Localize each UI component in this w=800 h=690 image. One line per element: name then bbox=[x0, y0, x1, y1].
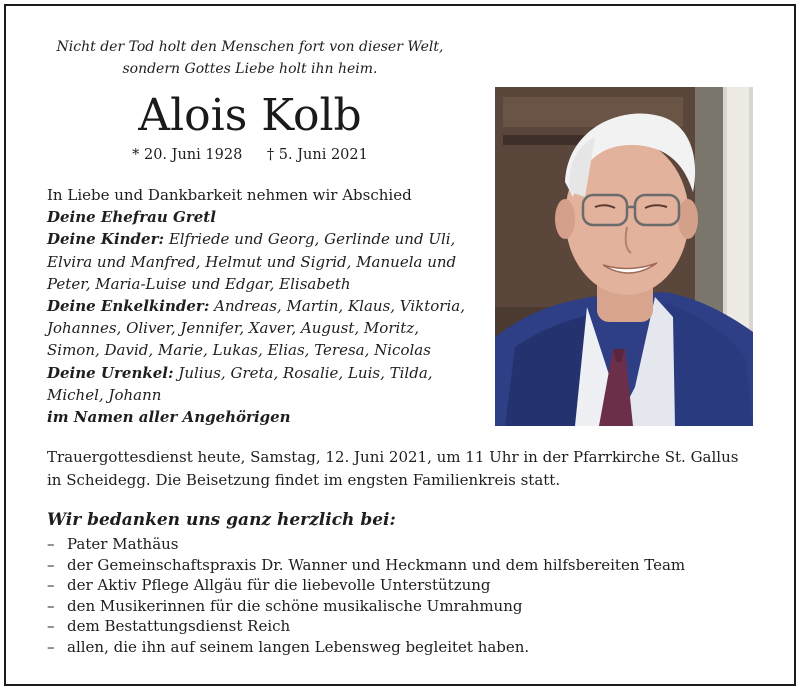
deceased-name: Alois Kolb bbox=[138, 90, 362, 141]
quote-line: sondern Gottes Liebe holt ihn heim. bbox=[122, 61, 378, 77]
birth-date: * 20. Juni 1928 bbox=[132, 147, 243, 163]
dash-bullet: – bbox=[47, 555, 55, 574]
children-line bbox=[47, 228, 487, 250]
closing-text: im Namen aller Angehörigen bbox=[47, 408, 291, 427]
thanks-item-text: den Musikerinnen für die schöne musikalische Umrahmung bbox=[67, 596, 523, 615]
dash-bullet: – bbox=[47, 596, 55, 615]
service-line: Trauergottesdienst heute, Samstag, 12. Juni 2021, um 11 Uhr in der Pfarrkirche St. Gallus bbox=[47, 448, 739, 466]
thanks-item-text: der Gemeinschaftspraxis Dr. Wanner und Heckmann und dem hilfsbereiten Team bbox=[67, 555, 686, 574]
grandchildren-line bbox=[47, 295, 487, 317]
list-item bbox=[47, 555, 767, 576]
list-item bbox=[47, 596, 767, 617]
grandchildren-names: Simon, David, Marie, Lukas, Elias, Teresa, Nicolas bbox=[47, 341, 431, 360]
thanks-item-text: Pater Mathäus bbox=[67, 535, 179, 553]
children-names: Peter, Maria-Luise und Edgar, Elisabeth bbox=[47, 274, 351, 293]
portrait-photo bbox=[495, 87, 753, 426]
list-item bbox=[47, 637, 767, 658]
greatgrandchildren-names: Michel, Johann bbox=[47, 385, 162, 404]
farewell-text: In Liebe und Dankbarkeit nehmen wir Abschied bbox=[47, 186, 412, 204]
greatgrandchildren-line bbox=[47, 362, 487, 384]
quote-line: Nicht der Tod holt den Menschen fort von dieser Welt, bbox=[56, 39, 444, 55]
memorial-quote bbox=[40, 36, 460, 80]
dash-bullet: – bbox=[47, 576, 55, 595]
children-names: Elvira und Manfred, Helmut und Sigrid, Manuela und bbox=[47, 252, 457, 271]
grandchildren-names: Andreas, Martin, Klaus, Viktoria, bbox=[209, 297, 465, 316]
children-names: Elfriede und Georg, Gerlinde und Uli, bbox=[164, 230, 456, 249]
greatgrandchildren-label: Deine Urenkel: bbox=[47, 363, 174, 382]
wife-name: Deine Ehefrau Gretl bbox=[47, 208, 216, 227]
dash-bullet: – bbox=[47, 535, 55, 553]
service-line: in Scheidegg. Die Beisetzung findet im engsten Familienkreis statt. bbox=[47, 470, 561, 489]
greatgrandchildren-names: Julius, Greta, Rosalie, Luis, Tilda, bbox=[173, 363, 433, 382]
thanks-item-text: allen, die ihn auf seinem langen Lebensweg begleitet haben. bbox=[67, 637, 530, 656]
thanks-heading: Wir bedanken uns ganz herzlich bei: bbox=[47, 510, 396, 530]
list-item bbox=[47, 575, 767, 596]
list-item bbox=[47, 534, 767, 555]
children-label: Deine Kinder: bbox=[47, 230, 165, 249]
dash-bullet: – bbox=[47, 637, 55, 656]
list-item bbox=[47, 616, 767, 637]
life-dates bbox=[40, 145, 460, 165]
death-date: † 5. Juni 2021 bbox=[266, 147, 368, 163]
service-info bbox=[47, 446, 767, 491]
dash-bullet: – bbox=[47, 617, 55, 636]
closing-line bbox=[47, 406, 487, 428]
grandchildren-label: Deine Enkelkinder: bbox=[47, 297, 210, 316]
thanks-list bbox=[47, 534, 767, 658]
thanks-item-text: der Aktiv Pflege Allgäu für die liebevolle Unterstützung bbox=[67, 576, 491, 595]
wife-line bbox=[47, 206, 487, 228]
thanks-item-text: dem Bestattungsdienst Reich bbox=[67, 617, 291, 636]
grandchildren-names: Johannes, Oliver, Jennifer, Xaver, August, Moritz, bbox=[47, 319, 419, 338]
family-block bbox=[47, 184, 487, 428]
